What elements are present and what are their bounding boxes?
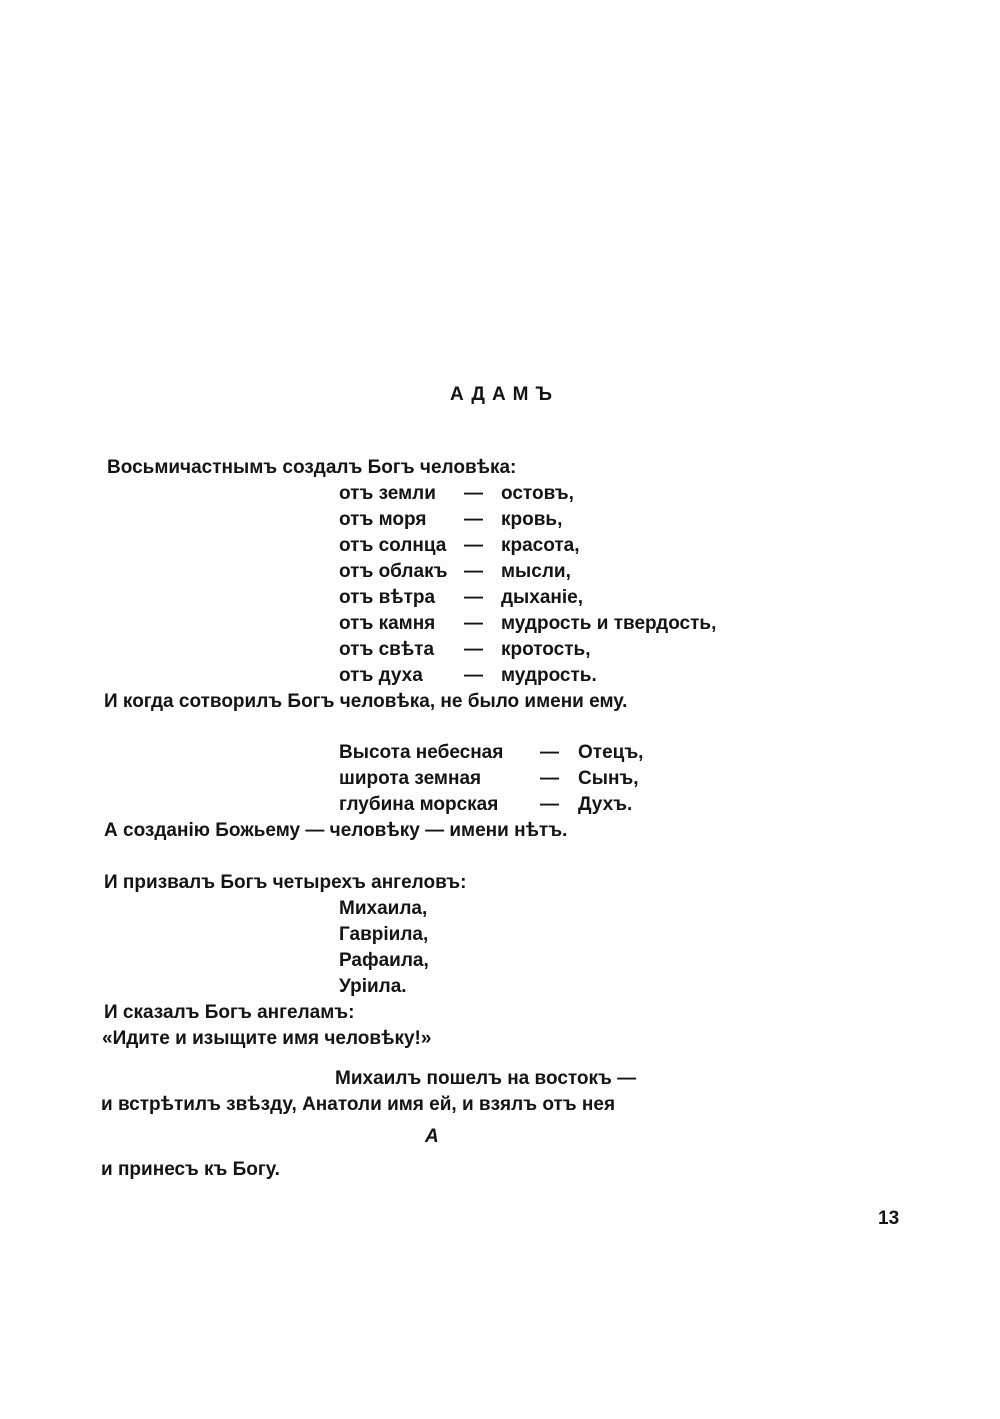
creation-no-name-line: А созданію Божьему — человѣку — имени нѣтъ. bbox=[104, 820, 568, 841]
said-line: И сказалъ Богъ ангеламъ: bbox=[104, 1002, 355, 1023]
part-dash: — bbox=[464, 613, 483, 634]
intro-line: Восьмичастнымъ создалъ Богъ человѣка: bbox=[107, 457, 517, 478]
part-from: отъ моря bbox=[339, 509, 427, 530]
letter-a: А bbox=[425, 1126, 439, 1147]
trinity-who: Духъ. bbox=[578, 794, 633, 815]
part-dash: — bbox=[464, 587, 483, 608]
no-name-line: И когда сотворилъ Богъ человѣка, не было имени ему. bbox=[104, 691, 628, 712]
part-what: дыханіе, bbox=[501, 587, 584, 608]
part-from: отъ духа bbox=[339, 665, 423, 686]
brought-line: и принесъ къ Богу. bbox=[101, 1159, 280, 1180]
called-angels-line: И призвалъ Богъ четырехъ ангеловъ: bbox=[104, 872, 467, 893]
met-star-line: и встрѣтилъ звѣзду, Анатоли имя ей, и взялъ отъ нея bbox=[101, 1094, 616, 1115]
part-what: мудрость. bbox=[501, 665, 597, 686]
part-from: отъ свѣта bbox=[339, 639, 435, 660]
trinity-what: Высота небесная bbox=[339, 742, 504, 763]
trinity-who: Отецъ, bbox=[578, 742, 644, 763]
trinity-dash: — bbox=[540, 794, 559, 815]
angel-name: Рафаила, bbox=[339, 950, 429, 971]
part-what: кротость, bbox=[501, 639, 591, 660]
poem-title: АДАМЪ bbox=[450, 384, 560, 405]
part-from: отъ облакъ bbox=[339, 561, 448, 582]
part-dash: — bbox=[464, 639, 483, 660]
trinity-dash: — bbox=[540, 742, 559, 763]
part-what: мудрость и твердость, bbox=[501, 613, 717, 634]
part-from: отъ земли bbox=[339, 483, 436, 504]
part-from: отъ вѣтра bbox=[339, 587, 436, 608]
page-number: 13 bbox=[878, 1208, 900, 1229]
part-what: красота, bbox=[501, 535, 580, 556]
part-dash: — bbox=[464, 483, 483, 504]
trinity-dash: — bbox=[540, 768, 559, 789]
part-from: отъ солнца bbox=[339, 535, 447, 556]
trinity-what: широта земная bbox=[339, 768, 482, 789]
part-what: остовъ, bbox=[501, 483, 574, 504]
command-line: «Идите и изыщите имя человѣку!» bbox=[102, 1028, 432, 1049]
part-what: мысли, bbox=[501, 561, 571, 582]
trinity-who: Сынъ, bbox=[578, 768, 639, 789]
part-dash: — bbox=[464, 561, 483, 582]
angel-name: Уріила. bbox=[339, 976, 407, 997]
part-from: отъ камня bbox=[339, 613, 436, 634]
trinity-what: глубина морская bbox=[339, 794, 499, 815]
part-dash: — bbox=[464, 665, 483, 686]
part-dash: — bbox=[464, 535, 483, 556]
part-dash: — bbox=[464, 509, 483, 530]
part-what: кровь, bbox=[501, 509, 563, 530]
angel-name: Гавріила, bbox=[339, 924, 429, 945]
michael-east-line: Михаилъ пошелъ на востокъ — bbox=[335, 1068, 637, 1089]
angel-name: Михаила, bbox=[339, 898, 428, 919]
